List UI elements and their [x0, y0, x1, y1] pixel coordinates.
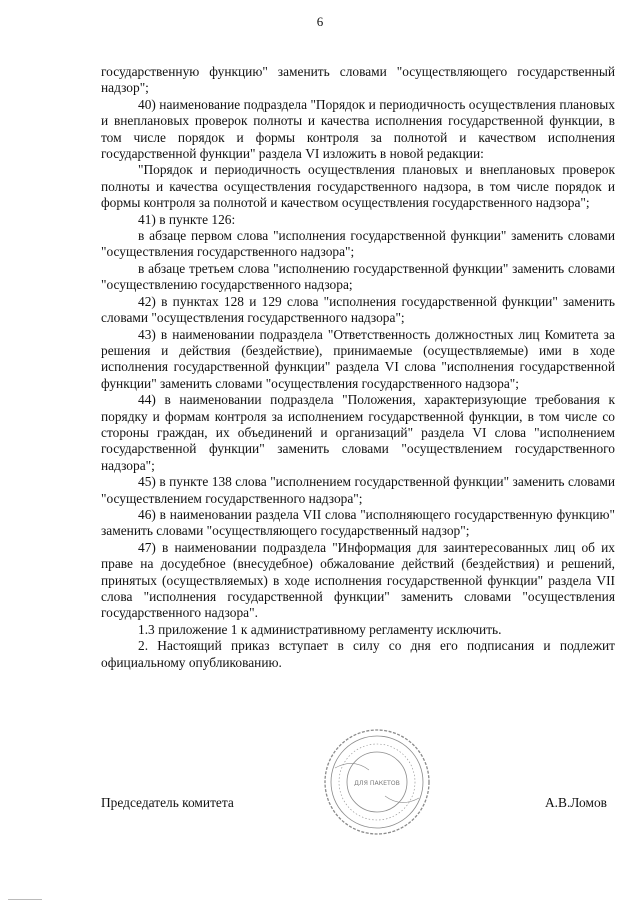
document-body — [101, 64, 615, 671]
paragraph: государственную функцию" заменить словами "осуществляющего государственный надзор"; — [101, 64, 615, 96]
scan-artifact-line — [8, 899, 42, 900]
paragraph: 45) в пункте 138 слова "исполнением государственной функции" заменить словами "осуществлением государственного надзора"; — [101, 474, 615, 506]
official-seal-stamp — [323, 728, 431, 836]
paragraph: 46) в наименовании раздела VII слова "исполняющего государственную функцию" заменить словами "осуществляющего государственный надзор"; — [101, 506, 615, 539]
page-number: 6 — [316, 14, 324, 29]
signatory-name: А.В.Ломов — [545, 795, 607, 810]
paragraph: 2. Настоящий приказ вступает в силу со дня его подписания и подлежит официальному опубликованию. — [101, 638, 615, 670]
paragraph: 47) в наименовании подраздела "Информация для заинтересованных лиц об их праве на досудебное (внесудебное) обжалование действий (бездействия) и решений, принятых (осуществляемых) в ходе исполнения государственной функции" раздела VII слова "исполнения государственной функции" заменить словами "осуществления государственного надзора". — [101, 539, 615, 621]
paragraph: в абзаце третьем слова "исполнению государственной функции" заменить словами "осуществлению государственного надзора; — [101, 260, 615, 293]
signatory-position: Председатель комитета — [101, 795, 234, 810]
paragraph: в абзаце первом слова "исполнения государственной функции" заменить словами "осуществления государственного надзора"; — [101, 228, 615, 260]
paragraph: 43) в наименовании подраздела "Ответственность должностных лиц Комитета за решения и действия (бездействие), принимаемые (осуществляемые) ими в ходе исполнения государственной функции" раздела VI слова "исполнения государственной функции" заменить словами "осуществления государственного надзора"; — [101, 326, 615, 391]
paragraph: "Порядок и периодичность осуществления плановых и внеплановых проверок полноты и качества осуществления государственного надзора, в том числе порядок и формы контроля за полнотой и качеством осуществления государственного надзора"; — [101, 162, 615, 211]
paragraph: 40) наименование подраздела "Порядок и периодичность осуществления плановых и внеплановых проверок полноты и качества исполнения государственной функции, в том числе порядок и формы контроля за полнотой и качеством исполнения государственной функции" раздела VI изложить в новой редакции: — [101, 96, 615, 162]
paragraph: 42) в пунктах 128 и 129 слова "исполнения государственной функции" заменить словами "осуществления государственного надзора"; — [101, 293, 615, 326]
seal-center-text: ДЛЯ ПАКЕТОВ — [354, 780, 400, 787]
paragraph: 1.3 приложение 1 к административному регламенту исключить. — [138, 621, 502, 637]
paragraph: 44) в наименовании подраздела "Положения, характеризующие требования к порядку и формам контроля за исполнением государственной функции, в том числе со стороны граждан, их объединений и организаций" раздела VI слова "исполнением государственной функции" заменить словами "осуществлением государственного надзора"; — [101, 392, 615, 473]
paragraph: 41) в пункте 126: — [138, 211, 236, 227]
